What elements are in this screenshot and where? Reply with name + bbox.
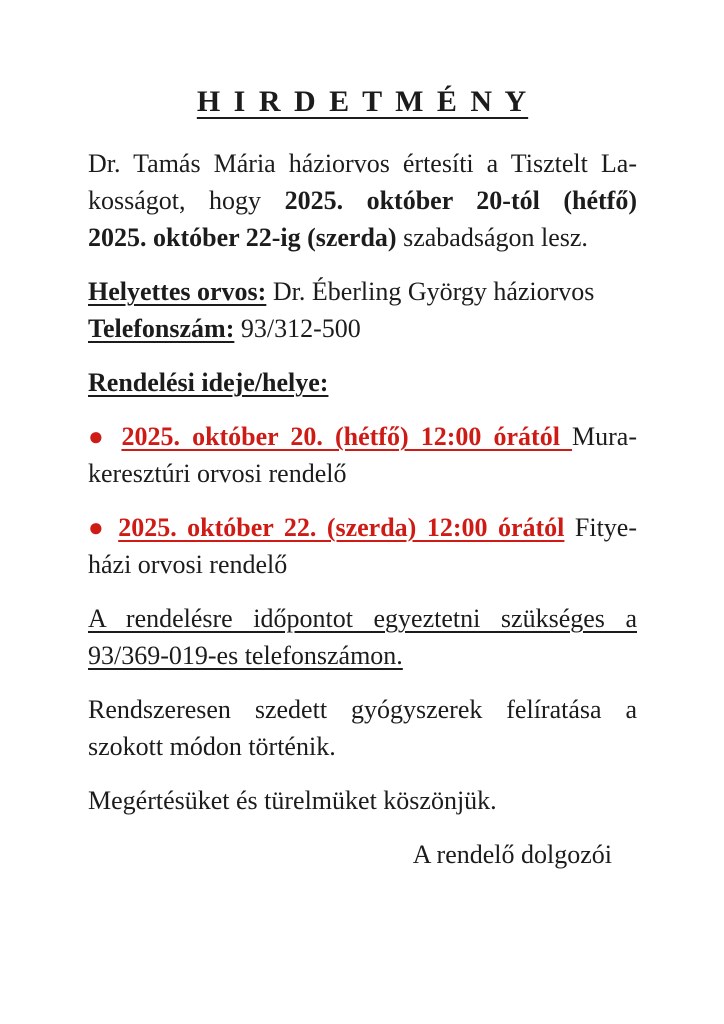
bullet1-place-start: Mura- [572,422,638,451]
bullet2-line-1 [88,509,637,546]
bullet1-marker-icon: ● [88,422,110,451]
medication-line1-text: Rendszeresen szedett gyógyszerek felíratása a [88,695,637,724]
bullet2-place-start: Fitye- [564,513,637,542]
phone-line [88,310,637,347]
thanks-line [88,782,637,819]
schedule-heading-text: Rendelési ideje/helye: [88,368,329,397]
intro-line3-bold-date: 2025. október 22-ig (szerda) [88,223,397,252]
schedule-heading [88,364,637,401]
signature-text: A rendelő dolgozói [412,840,612,869]
bullet-item-2 [88,509,637,583]
medication-line-1 [88,691,637,728]
bullet2-marker-icon: ● [88,513,108,542]
intro-line-2 [88,182,637,219]
bullet2-date: 2025. október 22. (szerda) 12:00 órától [118,513,565,542]
signature-line [88,836,637,873]
intro-line2-regular: kosságot, hogy [88,186,285,215]
appointment-line-1 [88,600,637,637]
phone-label: Telefonszám: [88,314,235,343]
intro-line-3 [88,219,637,256]
appointment-line2-text: 93/369-019-es telefonszámon. [88,641,403,670]
substitute-doctor-line [88,273,637,310]
intro-line1-text: Dr. Tamás Mária háziorvos értesíti a Tisztelt La- [88,149,637,178]
bullet1-line-2 [88,455,637,492]
substitute-doctor-label: Helyettes orvos: [88,277,267,306]
medication-line-2 [88,728,637,765]
appointment-line1-text: A rendelésre időpontot egyeztetni szükséges a [88,604,637,633]
bullet2-place-rest: házi orvosi rendelő [88,550,288,579]
medication-note [88,691,637,765]
notice-title [88,80,637,124]
bullet1-date: 2025. október 20. (hétfő) 12:00 órától [121,422,573,451]
intro-paragraph [88,145,637,256]
substitute-block [88,273,637,347]
notice-title-text: H I R D E T M É N Y [196,85,529,118]
thanks-text: Megértésüket és türelmüket köszönjük. [88,786,497,815]
bullet-item-1 [88,418,637,492]
bullet2-line-2 [88,546,637,583]
appointment-note [88,600,637,674]
intro-line3-regular: szabadságon lesz. [396,223,588,252]
bullet1-place-rest: keresztúri orvosi rendelő [88,459,347,488]
phone-value: 93/312-500 [234,314,361,343]
appointment-line-2 [88,637,637,674]
intro-line2-bold-date: 2025. október 20-tól (hétfő) [284,186,637,215]
medication-line2-text: szokott módon történik. [88,732,336,761]
substitute-doctor-value: Dr. Éberling György háziorvos [266,277,595,306]
intro-line-1 [88,145,637,182]
bullet1-line-1 [88,418,637,455]
